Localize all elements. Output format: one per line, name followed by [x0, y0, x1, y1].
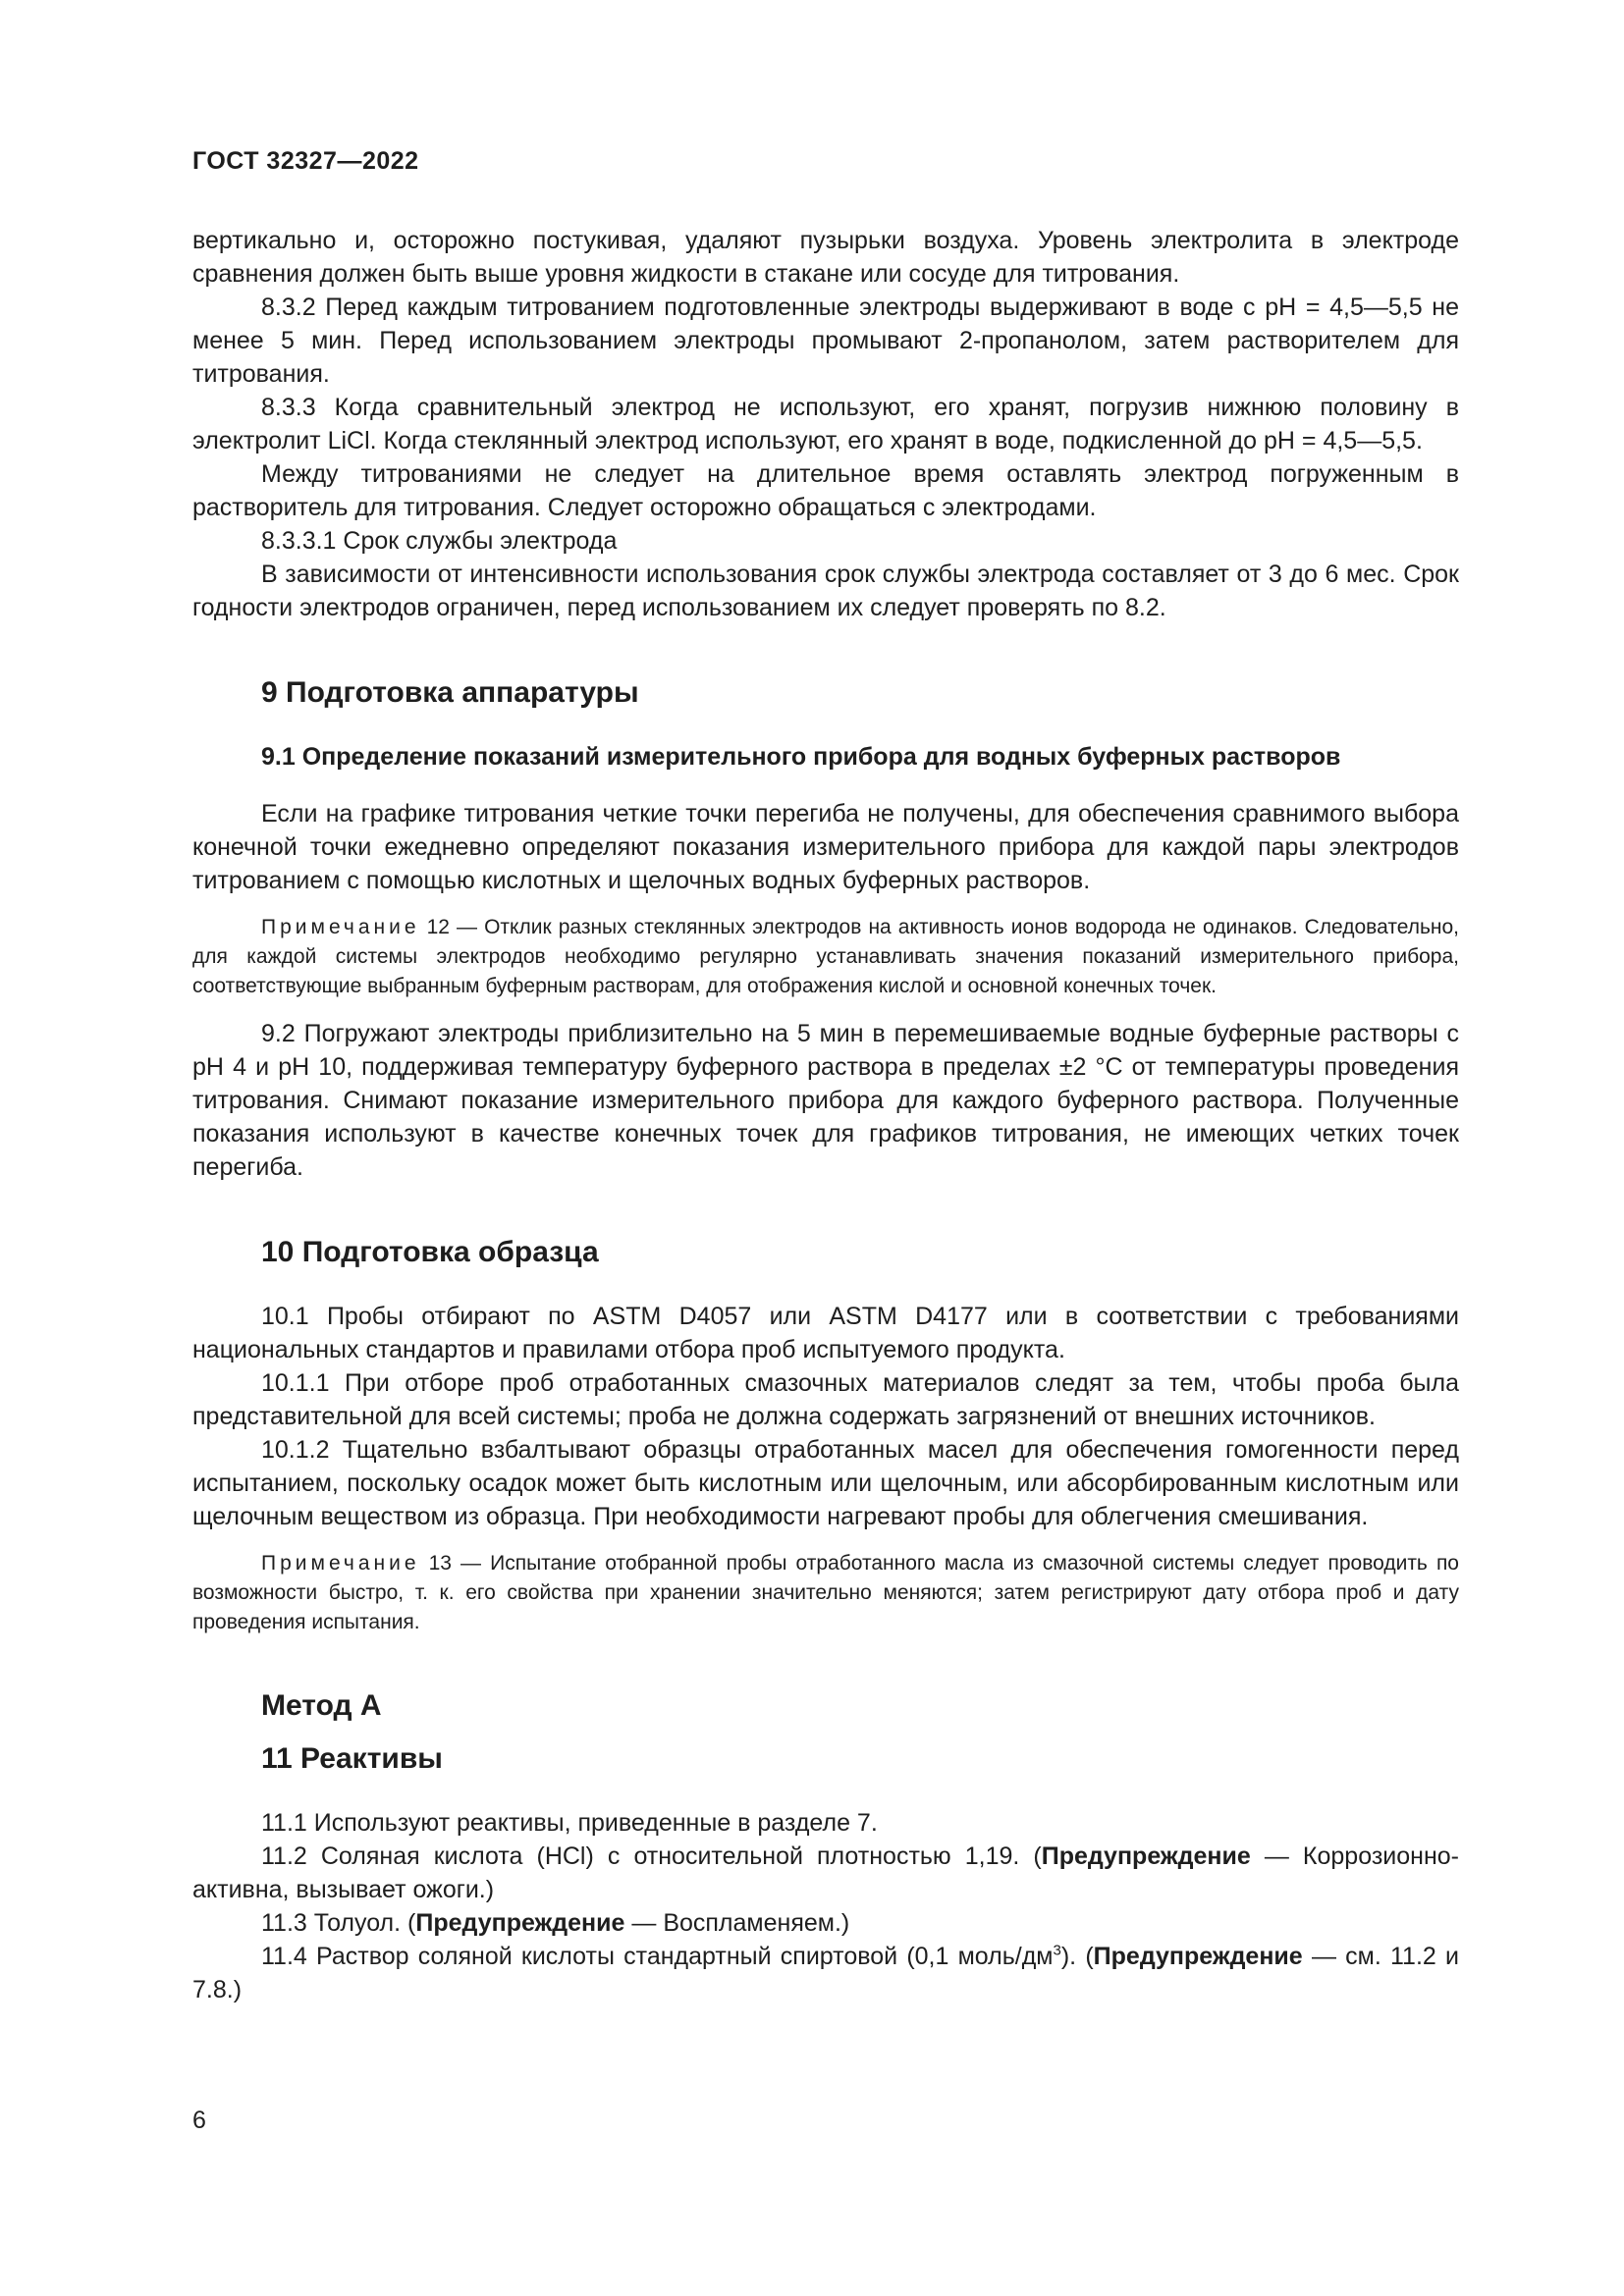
paragraph-8-3-3: 8.3.3 Когда сравнительный электрод не используют, его хранят, погрузив нижнюю половину в электролит LiCl. Когда стеклянный электрод используют, его хранят в воде, подкисленной до pH = 4,5—5,5.: [192, 394, 1459, 454]
text-span: ). (: [1060, 1943, 1094, 1970]
paragraph-11-4: [192, 1940, 1459, 2006]
paragraph-8-3-3-1: В зависимости от интенсивности использования срок службы электрода составляет от 3 до 6 мес. Срок годности электродов ограничен, перед использованием их следует проверять по 8.2.: [192, 561, 1459, 621]
paragraph-10-1-1: 10.1.1 При отборе проб отработанных смазочных материалов следят за тем, чтобы проба была представительной для всей системы; проба не должна содержать загрязнений от внешних источников.: [192, 1369, 1459, 1430]
document-code: ГОСТ 32327—2022: [192, 147, 419, 175]
paragraph-8-3-3-cont: Между титрованиями не следует на длительное время оставлять электрод погруженным в растворитель для титрования. Следует осторожно обращаться с электродами.: [192, 460, 1459, 521]
paragraph-continuation: вертикально и, осторожно постукивая, удаляют пузырьки воздуха. Уровень электролита в электроде сравнения должен быть выше уровня жидкости в стакане или сосуде для титрования.: [192, 227, 1459, 288]
paragraph-9-2: 9.2 Погружают электроды приблизительно на 5 мин в перемешиваемые водные буферные растворы с pH 4 и pH 10, поддерживая температуру буферного раствора в пределах ±2 °C от температуры проведения титрования. Снимают показание измерительного прибора для каждого буферного раствора. Полученные показания используют в качестве конечных точек для графиков титрования, не имеющих четких точек перегиба.: [192, 1020, 1459, 1181]
note-text: 13 — Испытание отобранной пробы отработанного масла из смазочной системы следует проводить по возможности быстро, т. к. его свойства при хранении значительно меняются; затем регистрируют дату отбора проб и дату проведения испытания.: [192, 1552, 1459, 1633]
warning-label: Предупреждение: [415, 1909, 625, 1937]
note-12: [192, 913, 1459, 1001]
text-span: 11.2 Соляная кислота (HCl) с относительной плотностью 1,19. (: [261, 1842, 1042, 1870]
text-span: — Воспламеняем.): [624, 1909, 850, 1937]
page-number: 6: [192, 2107, 206, 2134]
document-body: [192, 224, 1459, 2006]
section-heading-10: 10 Подготовка образца: [261, 1236, 599, 1268]
note-label: Примечание: [261, 1552, 420, 1575]
paragraph-9-1: Если на графике титрования четкие точки перегиба не получены, для обеспечения сравнимого выбора конечной точки ежедневно определяют показания измерительного прибора для каждой пары электродов титрованием с помощью кислотных и щелочных водных буферных растворов.: [192, 800, 1459, 894]
paragraph-8-3-3-1-title: 8.3.3.1 Срок службы электрода: [261, 527, 618, 555]
paragraph-11-1: 11.1 Используют реактивы, приведенные в разделе 7.: [261, 1809, 878, 1837]
note-text: 12 — Отклик разных стеклянных электродов на активность ионов водорода не одинаков. Следовательно, для каждой системы электродов необходимо регулярно устанавливать значения показаний измерительного прибора, соответствующие выбранным буферным растворам, для отображения кислой и основной конечных точек.: [192, 916, 1459, 997]
paragraph-10-1-2: 10.1.2 Тщательно взбалтывают образцы отработанных масел для обеспечения гомогенности перед испытанием, поскольку осадок может быть кислотным или щелочным, или абсорбированным кислотным или щелочным веществом из образца. При необходимости нагревают пробы для облегчения смешивания.: [192, 1436, 1459, 1530]
text-span: 11.3 Толуол. (: [261, 1909, 416, 1937]
warning-label: Предупреждение: [1093, 1943, 1303, 1970]
warning-label: Предупреждение: [1041, 1842, 1251, 1870]
section-heading-11: 11 Реактивы: [261, 1742, 443, 1775]
paragraph-8-3-2: 8.3.2 Перед каждым титрованием подготовленные электроды выдерживают в воде с pH = 4,5—5,5 не менее 5 мин. Перед использованием электроды промывают 2-пропанолом, затем растворителем для титрования.: [192, 294, 1459, 388]
paragraph-11-3: [192, 1906, 1459, 1940]
text-span: 11.4 Раствор соляной кислоты стандартный спиртовой (0,1 моль/дм: [261, 1943, 1054, 1970]
method-heading-a: Метод А: [261, 1689, 382, 1722]
text-span: — см. 11.2 и 7.8.): [192, 1943, 1460, 2003]
section-heading-9: 9 Подготовка аппаратуры: [261, 676, 639, 709]
paragraph-11-2: [192, 1840, 1459, 1906]
note-label: Примечание: [261, 916, 420, 938]
paragraph-10-1: 10.1 Пробы отбирают по ASTM D4057 или ASTM D4177 или в соответствии с требованиями национальных стандартов и правилами отбора проб испытуемого продукта.: [192, 1303, 1459, 1363]
text-span: — Коррозионно-активна, вызывает ожоги.): [192, 1842, 1459, 1903]
subsection-heading-9-1: 9.1 Определение показаний измерительного прибора для водных буферных растворов: [261, 743, 1341, 771]
superscript: 3: [1053, 1942, 1061, 1959]
note-13: [192, 1549, 1459, 1637]
